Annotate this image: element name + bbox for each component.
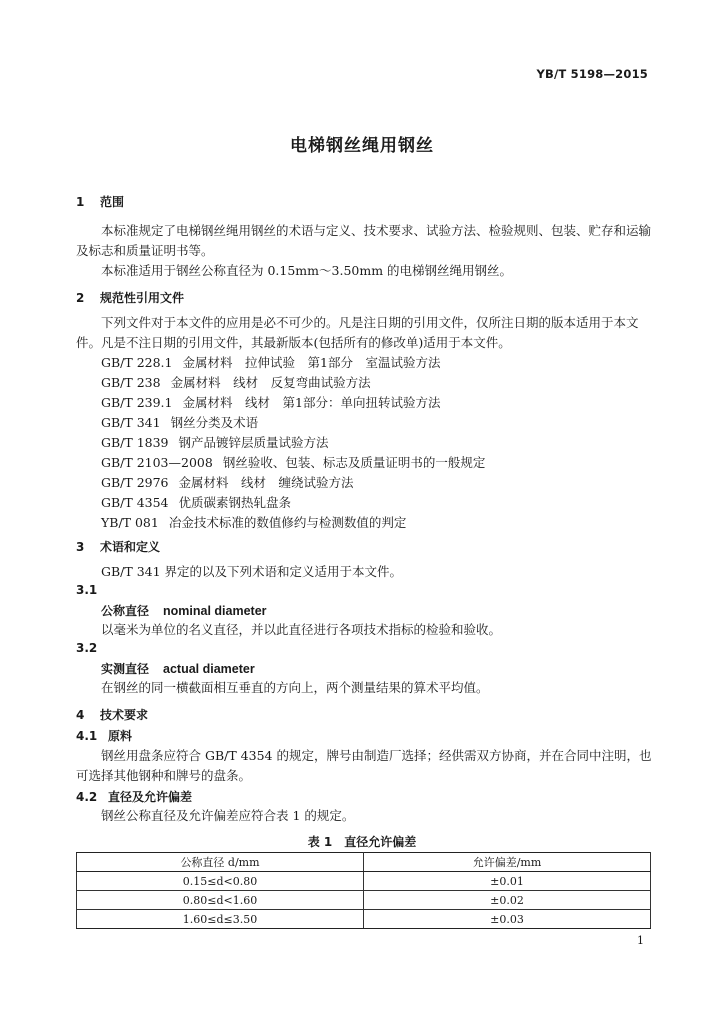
- page-number: 1: [637, 934, 644, 947]
- section-1-paragraph-1: 本标准规定了电梯钢丝绳用钢丝的术语与定义、技术要求、试验方法、检验规则、包装、贮存和运输及标志和质量证明书等。: [76, 223, 652, 258]
- table-header-row: [77, 853, 651, 872]
- reference-title: 金属材料 线材 第1部分：单向扭转试验方法: [182, 395, 441, 410]
- reference-item: [101, 493, 291, 511]
- document-title: 电梯钢丝绳用钢丝: [290, 136, 434, 156]
- term-number: 3.1: [76, 583, 98, 597]
- section-2-paragraph: 下列文件对于本文件的应用是必不可少的。凡是注日期的引用文件，仅所注日期的版本适用于本文件。凡是不注日期的引用文件，其最新版本(包括所有的修改单)适用于本文件。: [76, 315, 639, 350]
- reference-code: GB/T 239.1: [101, 395, 173, 410]
- reference-code: GB/T 2103—2008: [101, 455, 213, 470]
- reference-title: 金属材料 线材 缠绕试验方法: [178, 475, 354, 490]
- table-row: [77, 910, 651, 929]
- reference-title: 金属材料 线材 反复弯曲试验方法: [170, 375, 371, 390]
- reference-item: [101, 513, 406, 531]
- reference-item: [101, 393, 440, 411]
- section-title: 技术要求: [100, 708, 149, 722]
- subsection-4-2-heading: [76, 788, 192, 805]
- reference-item: [101, 473, 354, 491]
- table-cell: 0.15≤d<0.80: [77, 872, 364, 891]
- standard-code: YB/T 5198—2015: [536, 67, 648, 81]
- reference-code: GB/T 4354: [101, 495, 169, 510]
- table-header-cell: 允许偏差/mm: [364, 853, 651, 872]
- reference-title: 优质碳素钢热轧盘条: [178, 495, 292, 510]
- term-entry: [101, 660, 255, 677]
- section-3-paragraph: GB/T 341 界定的以及下列术语和定义适用于本文件。: [101, 564, 403, 579]
- term-english: nominal diameter: [163, 604, 267, 618]
- table-row: [77, 891, 651, 910]
- table-cell: ±0.02: [364, 891, 651, 910]
- section-number: 2: [76, 291, 85, 305]
- subsection-4-1-heading: [76, 727, 132, 744]
- subsection-title: 原料: [108, 729, 133, 743]
- term-chinese: 实测直径: [101, 662, 150, 676]
- table-title: 直径允许偏差: [344, 835, 417, 849]
- reference-code: GB/T 2976: [101, 475, 169, 490]
- term-chinese: 公称直径: [101, 604, 150, 618]
- term-english: actual diameter: [163, 662, 255, 676]
- reference-item: [101, 433, 329, 451]
- term-entry: [101, 602, 267, 619]
- section-number: 3: [76, 540, 85, 554]
- section-number: 1: [76, 195, 85, 209]
- term-number: 3.2: [76, 641, 98, 655]
- table-cell: ±0.01: [364, 872, 651, 891]
- table-label: 表 1: [307, 835, 333, 849]
- section-number: 4: [76, 708, 85, 722]
- table-row: [77, 872, 651, 891]
- section-title: 术语和定义: [100, 540, 161, 554]
- reference-item: [101, 413, 258, 431]
- subsection-4-1-paragraph: 钢丝用盘条应符合 GB/T 4354 的规定，牌号由制造厂选择；经供需双方协商，并在合同中注明，也可选择其他钢种和牌号的盘条。: [76, 748, 652, 783]
- reference-title: 钢丝分类及术语: [170, 415, 259, 430]
- reference-code: GB/T 1839: [101, 435, 169, 450]
- subsection-title: 直径及允许偏差: [108, 790, 193, 804]
- reference-code: GB/T 228.1: [101, 355, 173, 370]
- reference-title: 金属材料 拉伸试验 第1部分 室温试验方法: [182, 355, 441, 370]
- section-2-heading: [76, 289, 184, 306]
- section-title: 范围: [100, 195, 125, 209]
- reference-code: GB/T 238: [101, 375, 161, 390]
- reference-item: [101, 453, 485, 471]
- section-4-heading: [76, 706, 148, 723]
- subsection-4-2-paragraph: 钢丝公称直径及允许偏差应符合表 1 的规定。: [101, 808, 355, 823]
- table-cell: 1.60≤d≤3.50: [77, 910, 364, 929]
- table-cell: 0.80≤d<1.60: [77, 891, 364, 910]
- subsection-number: 4.1: [76, 729, 98, 743]
- subsection-number: 4.2: [76, 790, 98, 804]
- diameter-tolerance-table: [76, 852, 651, 929]
- table-caption: [0, 833, 724, 850]
- reference-code: YB/T 081: [101, 515, 159, 530]
- reference-item: [101, 353, 440, 371]
- section-title: 规范性引用文件: [100, 291, 185, 305]
- table-header-cell: 公称直径 d/mm: [77, 853, 364, 872]
- term-definition: 以毫米为单位的名义直径，并以此直径进行各项技术指标的检验和验收。: [101, 622, 502, 637]
- section-3-heading: [76, 538, 160, 555]
- reference-title: 钢产品镀锌层质量试验方法: [178, 435, 329, 450]
- reference-title: 冶金技术标准的数值修约与检测数值的判定: [168, 515, 407, 530]
- table-cell: ±0.03: [364, 910, 651, 929]
- reference-code: GB/T 341: [101, 415, 161, 430]
- reference-item: [101, 373, 371, 391]
- section-1-paragraph-2: 本标准适用于钢丝公称直径为 0.15mm～3.50mm 的电梯钢丝绳用钢丝。: [101, 263, 513, 278]
- section-1-heading: [76, 193, 124, 210]
- term-definition: 在钢丝的同一横截面相互垂直的方向上，两个测量结果的算术平均值。: [101, 680, 489, 695]
- reference-title: 钢丝验收、包装、标志及质量证明书的一般规定: [222, 455, 486, 470]
